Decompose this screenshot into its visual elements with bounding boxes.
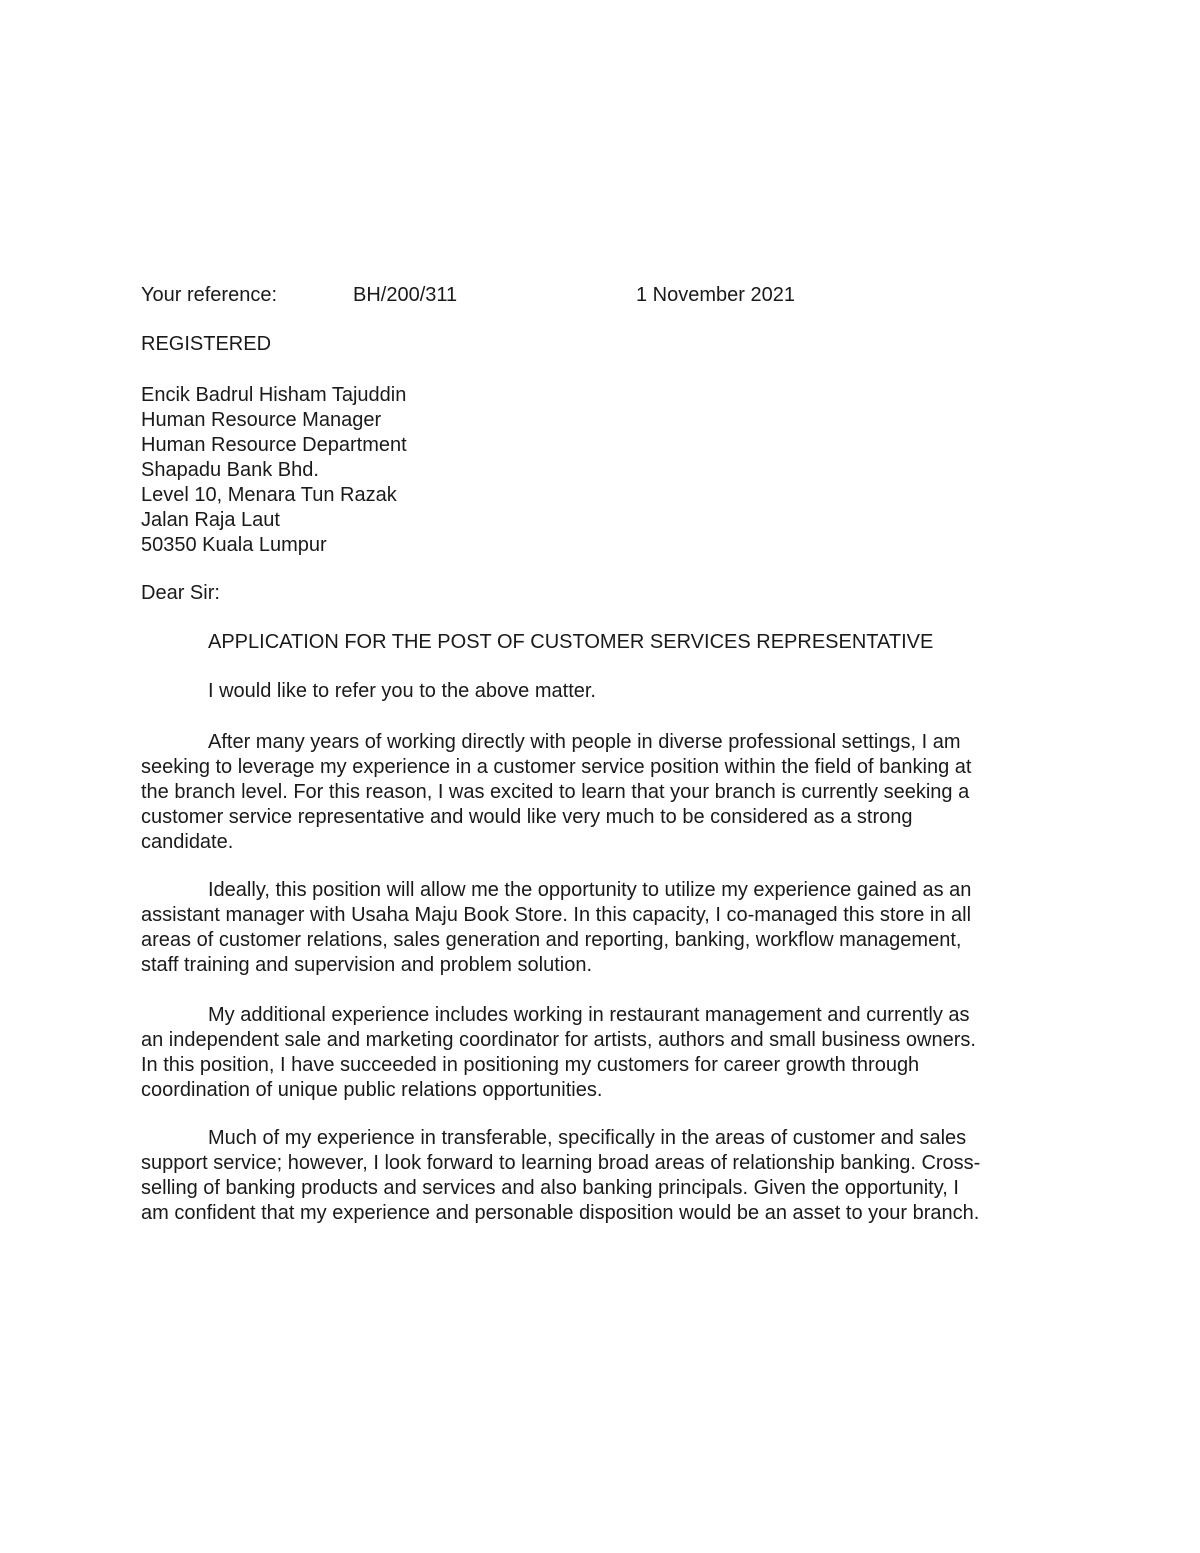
letter-subject: APPLICATION FOR THE POST OF CUSTOMER SERVICES REPRESENTATIVE [208, 631, 934, 653]
paragraph-line: customer service representative and would like very much to be considered as a strong [141, 806, 913, 828]
paragraph-line: am confident that my experience and personable disposition would be an asset to your branch. [141, 1202, 980, 1224]
paragraph-line: areas of customer relations, sales generation and reporting, banking, workflow management, [141, 929, 962, 951]
paragraph-line: assistant manager with Usaha Maju Book Store. In this capacity, I co-managed this store in all [141, 904, 972, 926]
paragraph-line: support service; however, I look forward to learning broad areas of relationship banking. Cross- [141, 1152, 981, 1174]
reference-value: BH/200/311 [353, 284, 458, 306]
body-paragraph-2 [141, 730, 971, 855]
paragraph-line: staff training and supervision and problem solution. [141, 954, 593, 976]
body-paragraph-4 [141, 1003, 976, 1103]
paragraph-line: Ideally, this position will allow me the opportunity to utilize my experience gained as an [208, 879, 972, 901]
body-paragraph-3 [141, 878, 971, 978]
salutation: Dear Sir: [141, 582, 220, 604]
paragraph-line: Much of my experience in transferable, specifically in the areas of customer and sales [208, 1127, 967, 1149]
paragraph-line: the branch level. For this reason, I was excited to learn that your branch is currently seeking a [141, 781, 970, 803]
paragraph-line: candidate. [141, 831, 234, 853]
letter-date: 1 November 2021 [636, 284, 795, 306]
paragraph-line: After many years of working directly with people in diverse professional settings, I am [208, 731, 961, 753]
recipient-address-line: Level 10, Menara Tun Razak [141, 484, 397, 506]
paragraph-line: I would like to refer you to the above matter. [208, 680, 596, 702]
paragraph-line: coordination of unique public relations opportunities. [141, 1079, 603, 1101]
paragraph-line: In this position, I have succeeded in positioning my customers for career growth through [141, 1054, 920, 1076]
paragraph-line: seeking to leverage my experience in a customer service position within the field of banking at [141, 756, 972, 778]
paragraph-line: selling of banking products and services and also banking principals. Given the opportunity, I [141, 1177, 959, 1199]
recipient-company: Shapadu Bank Bhd. [141, 459, 319, 481]
recipient-postcode-city: 50350 Kuala Lumpur [141, 534, 327, 556]
recipient-title: Human Resource Manager [141, 409, 382, 431]
paragraph-line: My additional experience includes working in restaurant management and currently as [208, 1004, 970, 1026]
body-paragraph-1 [141, 679, 596, 704]
registered-mark: REGISTERED [141, 333, 272, 355]
recipient-department: Human Resource Department [141, 434, 407, 456]
recipient-address-line: Jalan Raja Laut [141, 509, 280, 531]
reference-label: Your reference: [141, 284, 278, 306]
body-paragraph-5 [141, 1126, 980, 1226]
paragraph-line: an independent sale and marketing coordinator for artists, authors and small business owners. [141, 1029, 976, 1051]
recipient-address [141, 383, 407, 558]
recipient-name: Encik Badrul Hisham Tajuddin [141, 384, 407, 406]
